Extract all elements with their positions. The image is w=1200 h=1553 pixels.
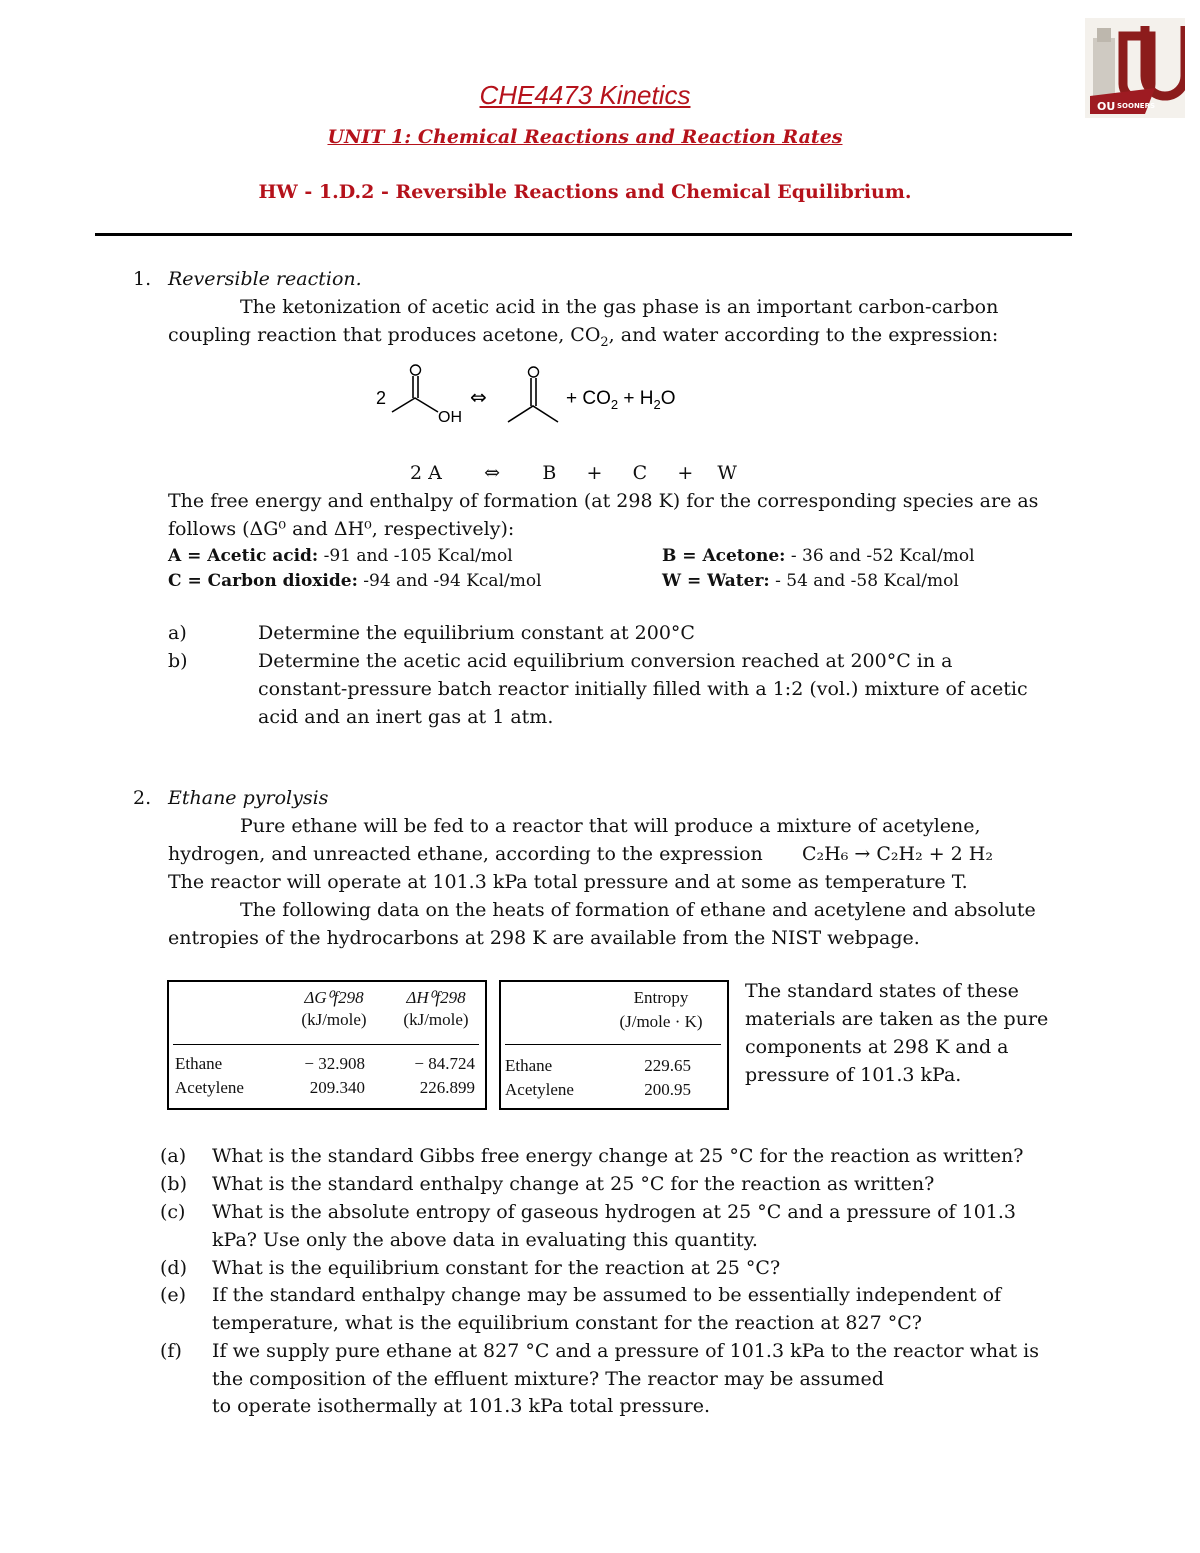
q2-part-e-label: (e): [160, 1284, 187, 1306]
q2-part-e-line2: temperature, what is the equilibrium constant for the reaction at 827 °C?: [212, 1312, 922, 1334]
q1-number: 1.: [133, 268, 152, 290]
species-b: B = Acetone: - 36 and -52 Kcal/mol: [662, 546, 975, 566]
q2-part-f-line3: to operate isothermally at 101.3 kPa total pressure.: [212, 1395, 711, 1417]
entropy-row-ethane-s: 229.65: [644, 1056, 691, 1075]
reaction-structure-diagram: [370, 360, 710, 440]
entropy-row-acetylene-s: 200.95: [644, 1080, 691, 1099]
reaction-letters: 2 A ⇔ B + C + W: [410, 462, 737, 484]
species-w: W = Water: - 54 and -58 Kcal/mol: [662, 571, 959, 591]
q2-para1-line2: hydrogen, and unreacted ethane, according to the expression: [168, 843, 763, 865]
q1-title: Reversible reaction.: [168, 268, 362, 290]
entropy-table: [499, 980, 729, 1110]
unit-title: UNIT 1: Chemical Reactions and Reaction Rates: [327, 126, 843, 148]
q2-para1-line3: The reactor will operate at 101.3 kPa total pressure and at some as temperature T.: [168, 871, 968, 893]
svg-text:SOONERS: SOONERS: [1117, 102, 1156, 110]
svg-text:⇔: ⇔: [470, 385, 487, 409]
standard-states-note-line4: pressure of 101.3 kPa.: [745, 1064, 962, 1086]
q1-intro-line2: coupling reaction that produces acetone, $CO_2$, and water according to the expression:: [168, 324, 999, 350]
table-row-ethane-h: − 84.724: [414, 1054, 475, 1073]
q2-expression: C₂H₆ → C₂H₂ + 2 H₂: [802, 843, 993, 865]
svg-text:OU: OU: [1097, 100, 1116, 113]
col-dh-header: ΔH⁰f298: [406, 988, 466, 1007]
header-divider: [95, 233, 1072, 236]
table-row-acetylene-g: 209.340: [309, 1078, 365, 1097]
q2-title: Ethane pyrolysis: [168, 787, 329, 809]
q1-part-a-text: Determine the equilibrium constant at 200°C: [258, 622, 695, 644]
entropy-row-acetylene-name: Acetylene: [505, 1080, 574, 1099]
q2-para1-line1: Pure ethane will be fed to a reactor that will produce a mixture of acetylene,: [240, 815, 981, 837]
standard-states-note-line3: components at 298 K and a: [745, 1036, 1009, 1058]
q2-number: 2.: [133, 787, 152, 809]
q2-part-c-line1: What is the absolute entropy of gaseous hydrogen at 25 °C and a pressure of 101.3: [212, 1201, 1017, 1223]
q1-part-b-line2: constant-pressure batch reactor initially filled with a 1:2 (vol.) mixture of acetic: [258, 678, 1028, 700]
q1-energy-line2: follows (ΔG⁰ and ΔH⁰, respectively):: [168, 518, 515, 540]
col-dh-unit: (kJ/mole): [403, 1010, 469, 1029]
q2-part-a-text: What is the standard Gibbs free energy change at 25 °C for the reaction as written?: [212, 1145, 1024, 1167]
table-row-acetylene-name: Acetylene: [175, 1078, 244, 1097]
q2-part-b-label: (b): [160, 1173, 187, 1195]
col-dg-header: ΔG⁰f298: [304, 988, 364, 1007]
reaction-scheme: [370, 360, 710, 440]
q2-para2-line2: entropies of the hydrocarbons at 298 K are available from the NIST webpage.: [168, 927, 920, 949]
table-row-ethane-name: Ethane: [175, 1054, 223, 1073]
col-entropy-header: Entropy: [633, 988, 689, 1007]
q1-part-a-label: a): [168, 622, 187, 644]
q1-part-b-label: b): [168, 650, 188, 672]
table-rule: [173, 1044, 479, 1045]
q2-part-c-line2: kPa? Use only the above data in evaluating this quantity.: [212, 1229, 758, 1251]
q2-part-d-label: (d): [160, 1257, 187, 1279]
species-a: A = Acetic acid: -91 and -105 Kcal/mol: [168, 546, 513, 566]
q1-part-b-line3: acid and an inert gas at 1 atm.: [258, 706, 554, 728]
q2-para2-line1: The following data on the heats of formation of ethane and acetylene and absolute: [240, 899, 1036, 921]
q2-part-c-label: (c): [160, 1201, 186, 1223]
table-rule: [505, 1044, 721, 1045]
entropy-row-ethane-name: Ethane: [505, 1056, 553, 1075]
thermo-table: [167, 980, 487, 1110]
table-row-acetylene-h: 226.899: [419, 1078, 475, 1097]
svg-text:+ CO2 + H2O: + $CO_2 + H_2O$: [566, 388, 676, 412]
q1-part-b-line1: Determine the acetic acid equilibrium conversion reached at 200°C in a: [258, 650, 953, 672]
q2-part-a-label: (a): [160, 1145, 187, 1167]
standard-states-note-line1: The standard states of these: [745, 980, 1019, 1002]
q2-part-f-line2: the composition of the effluent mixture? The reactor may be assumed: [212, 1368, 884, 1390]
q1-intro-line1: The ketonization of acetic acid in the gas phase is an important carbon-carbon: [240, 296, 999, 318]
q1-energy-line1: The free energy and enthalpy of formation (at 298 K) for the corresponding species are as: [168, 490, 1039, 512]
col-entropy-unit: (J/mole · K): [619, 1012, 703, 1031]
standard-states-note-line2: materials are taken as the pure: [745, 1008, 1049, 1030]
table-row-ethane-g: − 32.908: [304, 1054, 365, 1073]
q2-part-e-line1: If the standard enthalpy change may be assumed to be essentially independent of: [212, 1284, 1002, 1306]
q2-part-f-label: (f): [160, 1340, 182, 1362]
q2-part-d-text: What is the equilibrium constant for the reaction at 25 °C?: [212, 1257, 781, 1279]
course-title: CHE4473 Kinetics: [479, 80, 691, 110]
svg-text:2: 2: [376, 388, 387, 408]
col-dg-unit: (kJ/mole): [301, 1010, 367, 1029]
svg-text:OH: OH: [438, 409, 462, 426]
q2-part-b-text: What is the standard enthalpy change at 25 °C for the reaction as written?: [212, 1173, 935, 1195]
species-c: C = Carbon dioxide: -94 and -94 Kcal/mol: [168, 571, 542, 591]
q2-part-f-line1: If we supply pure ethane at 827 °C and a pressure of 101.3 kPa to the reactor what is: [212, 1340, 1039, 1362]
hw-title: HW - 1.D.2 - Reversible Reactions and Chemical Equilibrium.: [258, 181, 912, 203]
